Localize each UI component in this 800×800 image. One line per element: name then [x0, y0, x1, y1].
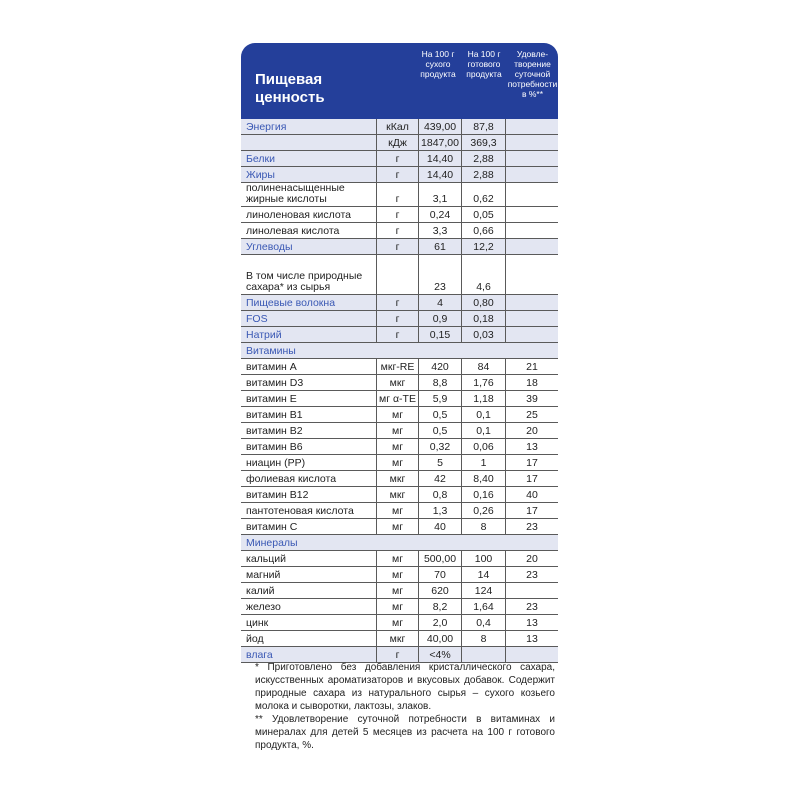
- row-value-prepared: 0,16: [461, 487, 505, 502]
- row-name: витамин D3: [246, 377, 304, 389]
- row-value-dry: 8,8: [418, 375, 461, 390]
- row-value-dry: 14,40: [418, 167, 461, 182]
- row-name: витамин B2: [246, 425, 303, 437]
- table-row: [241, 135, 558, 151]
- row-value-dry: 5,9: [418, 391, 461, 406]
- row-value-prepared: 1,18: [461, 391, 505, 406]
- row-unit: мг: [376, 455, 418, 470]
- row-value-prepared: 0,62: [461, 183, 505, 206]
- row-name: Углеводы: [246, 241, 293, 253]
- row-unit: г: [376, 295, 418, 310]
- table-row: [241, 359, 558, 375]
- table-row: [241, 407, 558, 423]
- row-value-prepared: 14: [461, 567, 505, 582]
- row-value-prepared: 369,3: [461, 135, 505, 150]
- row-value-daily: 13: [505, 439, 558, 454]
- footnotes: [255, 661, 555, 752]
- row-value-dry: 70: [418, 567, 461, 582]
- row-name: влага: [246, 649, 273, 661]
- col-header-daily: Удовле-творение суточной потребности в %**: [507, 49, 558, 99]
- row-name: Белки: [246, 153, 275, 165]
- footnote-1: * Приготовлено без добавления кристаллического сахара, искусственных ароматизаторов и вкусовых добавок. Содержит природные сахара из натурального сырья – сухого козьего молока и сыворотки, лактозы, злаков.: [255, 662, 555, 712]
- row-value-daily: [505, 583, 558, 598]
- row-value-dry: 3,1: [418, 183, 461, 206]
- table-row: [241, 295, 558, 311]
- row-value-dry: 0,5: [418, 423, 461, 438]
- panel-title: [255, 71, 405, 107]
- title-line-2: ценность: [255, 89, 325, 106]
- row-value-dry: 1847,00: [418, 135, 461, 150]
- row-name: Витамины: [246, 345, 296, 357]
- row-value-dry: 0,5: [418, 407, 461, 422]
- row-name: пантотеновая кислота: [246, 505, 354, 517]
- row-value-dry: 439,00: [418, 119, 461, 134]
- table-row: [241, 599, 558, 615]
- row-name: витамин B6: [246, 441, 303, 453]
- row-unit: мг: [376, 599, 418, 614]
- row-name: Натрий: [246, 329, 282, 341]
- table-row: [241, 551, 558, 567]
- row-value-daily: [505, 151, 558, 166]
- row-value-prepared: 4,6: [461, 255, 505, 294]
- table-row: [241, 535, 558, 551]
- row-value-daily: 21: [505, 359, 558, 374]
- row-unit: мкг: [376, 487, 418, 502]
- row-name: В том числе природные сахара* из сырья: [246, 270, 363, 293]
- row-value-prepared: 0,1: [461, 407, 505, 422]
- row-value-dry: 4: [418, 295, 461, 310]
- row-name: линолевая кислота: [246, 225, 340, 237]
- row-name: Энергия: [246, 121, 287, 133]
- nutrition-panel: [241, 43, 558, 758]
- nutrition-table-body: [241, 119, 558, 663]
- row-value-daily: [505, 647, 558, 662]
- row-unit: г: [376, 327, 418, 342]
- row-name: Минералы: [246, 537, 298, 549]
- row-value-prepared: 0,03: [461, 327, 505, 342]
- row-unit: мг: [376, 423, 418, 438]
- row-value-daily: [505, 311, 558, 326]
- row-value-daily: [505, 135, 558, 150]
- table-row: [241, 471, 558, 487]
- row-unit: кДж: [376, 135, 418, 150]
- row-value-prepared: 100: [461, 551, 505, 566]
- row-value-prepared: 0,06: [461, 439, 505, 454]
- table-row: [241, 223, 558, 239]
- row-value-prepared: 8: [461, 519, 505, 534]
- table-row: [241, 119, 558, 135]
- row-name: магний: [246, 569, 281, 581]
- table-row: [241, 503, 558, 519]
- row-name: фолиевая кислота: [246, 473, 337, 485]
- row-value-daily: 18: [505, 375, 558, 390]
- row-value-prepared: 0,05: [461, 207, 505, 222]
- row-unit: мг α-TE: [376, 391, 418, 406]
- table-row: [241, 439, 558, 455]
- row-value-daily: [505, 239, 558, 254]
- col-header-prepared: На 100 г готового продукта: [466, 49, 502, 79]
- table-row: [241, 327, 558, 343]
- row-unit: г: [376, 167, 418, 182]
- row-name: железо: [246, 601, 281, 613]
- row-name: Жиры: [246, 169, 275, 181]
- col-header-dry: На 100 г сухого продукта: [420, 49, 456, 79]
- table-row: [241, 583, 558, 599]
- table-row: [241, 487, 558, 503]
- row-value-daily: 13: [505, 631, 558, 646]
- row-unit: мг: [376, 615, 418, 630]
- row-unit: мкг: [376, 631, 418, 646]
- row-unit: г: [376, 183, 418, 206]
- table-row: [241, 343, 558, 359]
- row-name: [241, 135, 376, 150]
- row-value-prepared: 84: [461, 359, 505, 374]
- row-value-prepared: 8,40: [461, 471, 505, 486]
- row-name: йод: [246, 633, 264, 645]
- row-unit: мг: [376, 583, 418, 598]
- row-value-daily: 17: [505, 503, 558, 518]
- table-row: [241, 151, 558, 167]
- row-value-daily: 23: [505, 519, 558, 534]
- table-row: [241, 567, 558, 583]
- row-name: FOS: [246, 313, 268, 325]
- row-name: калий: [246, 585, 275, 597]
- row-value-prepared: 124: [461, 583, 505, 598]
- row-value-dry: 40,00: [418, 631, 461, 646]
- row-name: кальций: [246, 553, 287, 565]
- row-value-dry: 420: [418, 359, 461, 374]
- row-value-dry: 2,0: [418, 615, 461, 630]
- row-unit: мг: [376, 551, 418, 566]
- row-value-daily: [505, 207, 558, 222]
- table-row: [241, 311, 558, 327]
- row-name: витамин B12: [246, 489, 309, 501]
- row-unit: г: [376, 647, 418, 662]
- row-value-prepared: 0,66: [461, 223, 505, 238]
- row-unit: мг: [376, 503, 418, 518]
- row-value-dry: 0,24: [418, 207, 461, 222]
- row-value-daily: 23: [505, 599, 558, 614]
- row-value-prepared: 0,18: [461, 311, 505, 326]
- row-unit: мкг-RE: [376, 359, 418, 374]
- table-row: [241, 375, 558, 391]
- row-value-prepared: [461, 647, 505, 662]
- row-value-prepared: 2,88: [461, 151, 505, 166]
- row-name: полиненасыщенные жирные кислоты: [246, 182, 345, 205]
- row-value-dry: 23: [418, 255, 461, 294]
- row-value-dry: 42: [418, 471, 461, 486]
- row-name: витамин C: [246, 521, 298, 533]
- table-row: [241, 207, 558, 223]
- row-unit: г: [376, 151, 418, 166]
- row-value-daily: 20: [505, 551, 558, 566]
- row-value-dry: 40: [418, 519, 461, 534]
- row-value-dry: 500,00: [418, 551, 461, 566]
- row-value-daily: 13: [505, 615, 558, 630]
- row-value-daily: 17: [505, 455, 558, 470]
- row-unit: мкг: [376, 375, 418, 390]
- row-value-prepared: 1,64: [461, 599, 505, 614]
- row-name: ниацин (PP): [246, 457, 306, 469]
- row-unit: кКал: [376, 119, 418, 134]
- row-value-dry: 620: [418, 583, 461, 598]
- row-unit: г: [376, 311, 418, 326]
- table-row: [241, 167, 558, 183]
- row-value-prepared: 2,88: [461, 167, 505, 182]
- footnote-2: ** Удовлетворение суточной потребности в витаминах и минералах для детей 5 месяцев из расчета на 100 г готового продукта, %.: [255, 714, 555, 751]
- row-value-dry: 0,32: [418, 439, 461, 454]
- row-value-prepared: 0,1: [461, 423, 505, 438]
- row-value-dry: 61: [418, 239, 461, 254]
- row-unit: мг: [376, 567, 418, 582]
- row-name: цинк: [246, 617, 269, 629]
- row-value-prepared: 87,8: [461, 119, 505, 134]
- row-name: витамин A: [246, 361, 297, 373]
- row-name: витамин E: [246, 393, 297, 405]
- row-value-dry: 3,3: [418, 223, 461, 238]
- table-row: [241, 455, 558, 471]
- table-row: [241, 423, 558, 439]
- row-value-dry: 14,40: [418, 151, 461, 166]
- row-value-prepared: 1: [461, 455, 505, 470]
- row-unit: мг: [376, 439, 418, 454]
- table-row: [241, 615, 558, 631]
- title-line-1: Пищевая: [255, 71, 323, 88]
- row-value-daily: 39: [505, 391, 558, 406]
- table-row: [241, 255, 558, 295]
- row-value-prepared: 12,2: [461, 239, 505, 254]
- row-value-daily: [505, 119, 558, 134]
- table-row: [241, 239, 558, 255]
- row-value-prepared: 0,26: [461, 503, 505, 518]
- table-row: [241, 391, 558, 407]
- row-name: линоленовая кислота: [246, 209, 351, 221]
- row-value-dry: 0,8: [418, 487, 461, 502]
- row-value-prepared: 0,80: [461, 295, 505, 310]
- table-header: [241, 43, 558, 119]
- row-value-dry: 8,2: [418, 599, 461, 614]
- row-name: витамин B1: [246, 409, 303, 421]
- row-value-prepared: 1,76: [461, 375, 505, 390]
- row-value-dry: 1,3: [418, 503, 461, 518]
- row-value-daily: 17: [505, 471, 558, 486]
- row-value-daily: 40: [505, 487, 558, 502]
- row-unit: г: [376, 223, 418, 238]
- row-value-daily: [505, 255, 558, 294]
- row-value-prepared: 0,4: [461, 615, 505, 630]
- row-name: Пищевые волокна: [246, 297, 336, 309]
- row-value-daily: [505, 183, 558, 206]
- row-unit: г: [376, 207, 418, 222]
- row-value-dry: <4%: [418, 647, 461, 662]
- row-unit: г: [376, 239, 418, 254]
- table-row: [241, 183, 558, 207]
- row-unit: [376, 255, 418, 294]
- row-value-daily: 25: [505, 407, 558, 422]
- row-value-daily: 23: [505, 567, 558, 582]
- row-unit: мг: [376, 407, 418, 422]
- row-value-dry: 0,15: [418, 327, 461, 342]
- row-value-dry: 0,9: [418, 311, 461, 326]
- row-unit: мг: [376, 519, 418, 534]
- row-value-daily: [505, 295, 558, 310]
- table-row: [241, 631, 558, 647]
- row-value-daily: [505, 167, 558, 182]
- table-row: [241, 519, 558, 535]
- row-unit: мкг: [376, 471, 418, 486]
- row-value-daily: 20: [505, 423, 558, 438]
- row-value-daily: [505, 223, 558, 238]
- row-value-prepared: 8: [461, 631, 505, 646]
- row-value-daily: [505, 327, 558, 342]
- row-value-dry: 5: [418, 455, 461, 470]
